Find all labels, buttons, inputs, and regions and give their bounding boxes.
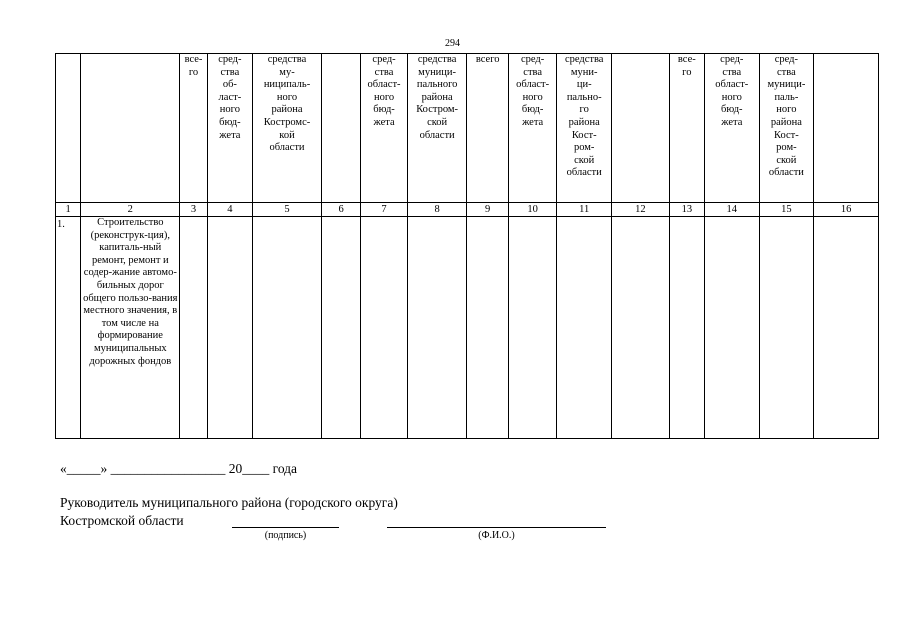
table-cell bbox=[321, 217, 360, 439]
table-cell bbox=[467, 217, 508, 439]
column-number: 16 bbox=[814, 203, 879, 217]
column-number-row bbox=[56, 203, 879, 217]
header-cell: средства муни- ци- пально- го района Кост- ром- ской области bbox=[557, 54, 612, 203]
column-number: 6 bbox=[321, 203, 360, 217]
signer-title: Руководитель муниципального района (городского округа) bbox=[60, 495, 398, 510]
column-number: 10 bbox=[508, 203, 557, 217]
column-number: 14 bbox=[705, 203, 760, 217]
signature-label: (подпись) bbox=[264, 530, 307, 541]
header-cell bbox=[56, 54, 81, 203]
table-cell bbox=[705, 217, 760, 439]
header-cell: сред- ства област- ного бюд- жета bbox=[508, 54, 557, 203]
column-number: 9 bbox=[467, 203, 508, 217]
signature-line bbox=[232, 527, 339, 528]
table-cell bbox=[361, 217, 408, 439]
header-cell: сред- ства област- ного бюд- жета bbox=[705, 54, 760, 203]
table-cell bbox=[759, 217, 814, 439]
budget-table bbox=[55, 53, 879, 439]
name-label: (Ф.И.О.) bbox=[478, 530, 515, 541]
table-cell bbox=[180, 217, 207, 439]
column-number: 7 bbox=[361, 203, 408, 217]
column-number: 3 bbox=[180, 203, 207, 217]
header-cell: средства му- ниципаль- ного района Костромс- кой области bbox=[253, 54, 322, 203]
header-cell: сред- ства област- ного бюд- жета bbox=[361, 54, 408, 203]
header-cell: средства муници- пального района Костром- ской области bbox=[407, 54, 467, 203]
header-cell bbox=[612, 54, 670, 203]
header-cell: сред- ства муници- паль- ного района Кост- ром- ской области bbox=[759, 54, 814, 203]
header-cell: все- го bbox=[669, 54, 704, 203]
header-row bbox=[56, 54, 879, 203]
table-cell bbox=[814, 217, 879, 439]
column-number: 12 bbox=[612, 203, 670, 217]
column-number: 1 bbox=[56, 203, 81, 217]
table-cell bbox=[557, 217, 612, 439]
name-line bbox=[387, 527, 606, 528]
header-cell: всего bbox=[467, 54, 508, 203]
column-number: 2 bbox=[81, 203, 180, 217]
header-cell bbox=[321, 54, 360, 203]
header-cell: все- го bbox=[180, 54, 207, 203]
column-number: 5 bbox=[253, 203, 322, 217]
table-cell bbox=[669, 217, 704, 439]
column-number: 4 bbox=[207, 203, 252, 217]
date-line: «_____» _________________ 20____ года bbox=[60, 461, 298, 476]
header-cell bbox=[814, 54, 879, 203]
column-number: 13 bbox=[669, 203, 704, 217]
header-cell: сред- ства об- ласт- ного бюд- жета bbox=[207, 54, 252, 203]
row-number: 1. bbox=[56, 217, 81, 439]
column-number: 11 bbox=[557, 203, 612, 217]
column-number: 8 bbox=[407, 203, 467, 217]
table-cell bbox=[508, 217, 557, 439]
table-cell bbox=[253, 217, 322, 439]
signer-region: Костромской области bbox=[60, 513, 184, 528]
table-cell bbox=[612, 217, 670, 439]
row-description: Строительство (реконструк-ция), капиталь-ный ремонт, ремонт и содер-жание автомо-бильных дорог общего пользо-вания местного значения, в том числе на формирование муниципальных дорожных фондов bbox=[81, 217, 180, 439]
table-cell bbox=[407, 217, 467, 439]
table-row bbox=[56, 217, 879, 439]
table-cell bbox=[207, 217, 252, 439]
column-number: 15 bbox=[759, 203, 814, 217]
page-number: 294 bbox=[445, 38, 460, 49]
header-cell bbox=[81, 54, 180, 203]
